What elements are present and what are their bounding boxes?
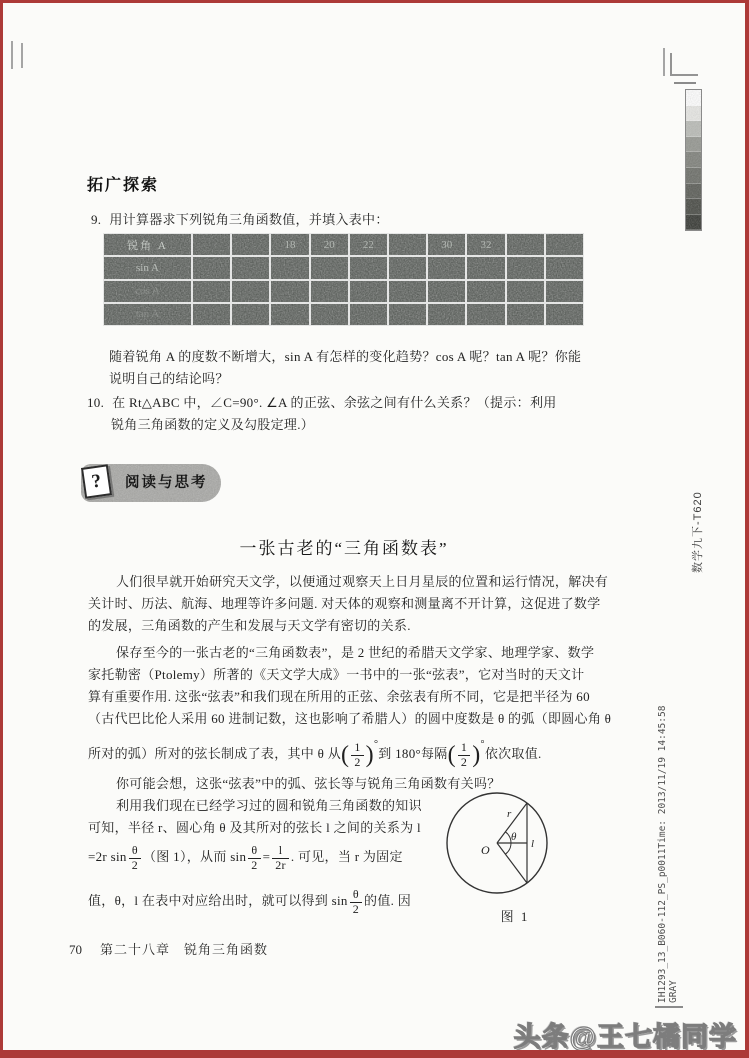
fraction-theta-over-2: $\frac{\theta}{2}$ bbox=[248, 844, 260, 871]
label-center-O: O bbox=[481, 843, 490, 857]
question-10-line: 锐角三角函数的定义及勾股定理.） bbox=[111, 417, 315, 432]
paragraph-line-with-fractions bbox=[88, 727, 542, 769]
table-cell bbox=[349, 280, 388, 303]
text-part: 到 180°每隔 bbox=[378, 746, 448, 761]
degree-sign: ° bbox=[480, 739, 485, 750]
table-cell bbox=[310, 280, 349, 303]
text-part: = bbox=[262, 849, 271, 864]
registration-mark-left-2 bbox=[21, 43, 23, 68]
paragraph-line: 保存至今的一张古老的“三角函数表”，是 2 世纪的希腊天文学家、地理学家、数学 bbox=[116, 645, 595, 660]
table-cell bbox=[231, 303, 270, 326]
section-heading: 拓广探索 bbox=[87, 177, 160, 194]
paragraph-line: 可知，半径 r、圆心角 θ 及其所对的弦长 l 之间的关系为 l bbox=[88, 820, 421, 835]
paragraph-line-with-fractions bbox=[88, 839, 403, 875]
question-9-prompt bbox=[91, 209, 389, 231]
margin-print-code bbox=[657, 631, 679, 1003]
table-header-cell bbox=[506, 233, 545, 256]
label-radius-r: r bbox=[507, 808, 512, 820]
question-book-icon: ? bbox=[81, 464, 112, 498]
text-part: 的值. 因 bbox=[364, 893, 412, 908]
paragraph-line: 你可能会想，这张“弦表”中的弧、弦长等与锐角三角函数有关吗？ bbox=[116, 776, 501, 791]
calibration-strip bbox=[685, 89, 702, 231]
table-cell bbox=[427, 280, 466, 303]
text-part: 值，θ，l 在表中对应给出时，就可以得到 sin bbox=[88, 893, 348, 908]
table-header-cell bbox=[231, 233, 270, 256]
table-cell bbox=[388, 303, 427, 326]
table-cell bbox=[231, 256, 270, 279]
table-cell bbox=[270, 280, 309, 303]
table-row-label: cos A bbox=[103, 280, 192, 303]
noise-rect bbox=[686, 90, 702, 231]
table-header-cell bbox=[388, 233, 427, 256]
table-cell bbox=[506, 256, 545, 279]
table-cell bbox=[545, 303, 584, 326]
trig-values-table bbox=[103, 233, 584, 326]
article-title: 一张古老的“三角函数表” bbox=[239, 539, 449, 558]
paragraph-line: （古代巴比伦人采用 60 进制记数，这也影响了希腊人）的圆中度数是 θ 的弧（即圆心角 θ bbox=[88, 711, 612, 726]
table-grid bbox=[103, 233, 584, 326]
question-text: 用计算器求下列锐角三角函数值，并填入表中： bbox=[109, 212, 389, 227]
figure-caption: 图 1 bbox=[500, 909, 530, 924]
paragraph-line: 的发展，三角函数的产生和发展与天文学有密切的关系. bbox=[88, 618, 411, 633]
text-part: 所对的弧）所对的弦长制成了表，其中 θ 从 bbox=[88, 746, 342, 761]
table-cell bbox=[506, 280, 545, 303]
table-cell bbox=[270, 256, 309, 279]
chapter-title: 第二十八章 锐角三角函数 bbox=[100, 942, 269, 957]
figure-circle-diagram bbox=[435, 783, 595, 908]
table-cell bbox=[270, 303, 309, 326]
table-cell bbox=[466, 303, 505, 326]
table-cell bbox=[310, 303, 349, 326]
margin-book-code: 数学九下-T620 bbox=[692, 491, 704, 573]
question-9-followup-line: 随着锐角 A 的度数不断增大，sin A 有怎样的变化趋势？cos A 呢？tan A 呢？你能 bbox=[109, 349, 582, 364]
page-footer bbox=[69, 939, 268, 958]
table-cell bbox=[427, 303, 466, 326]
text-part: 依次取值. bbox=[484, 746, 542, 761]
fraction-theta-over-2: $\frac{\theta}{2}$ bbox=[350, 888, 362, 915]
table-header-cell bbox=[192, 233, 231, 256]
table-header-cell: 18 bbox=[270, 233, 309, 256]
table-header-cell: 32 bbox=[466, 233, 505, 256]
right-paren: ) bbox=[472, 742, 481, 769]
right-paren: ) bbox=[365, 742, 374, 769]
table-cell bbox=[466, 280, 505, 303]
fraction-one-half: $\frac{1}{2}$ bbox=[351, 741, 363, 768]
question-10-line bbox=[87, 392, 557, 414]
table-cell bbox=[388, 280, 427, 303]
table-cell bbox=[388, 256, 427, 279]
print-color-mode: GRAY bbox=[668, 980, 679, 1003]
table-corner-cell: 锐角 A bbox=[103, 233, 192, 256]
question-9-followup-line: 说明自己的结论吗？ bbox=[109, 371, 229, 386]
fraction-theta-over-2: $\frac{\theta}{2}$ bbox=[129, 844, 141, 871]
table-cell bbox=[427, 256, 466, 279]
badge-label: 阅读与思考 bbox=[125, 475, 208, 491]
text-part: =2r sin bbox=[88, 849, 127, 864]
registration-mark-left-1 bbox=[11, 41, 13, 69]
bottom-dash-mark bbox=[655, 1006, 683, 1008]
watermark-text: 头条@王七橘同学 bbox=[513, 1022, 737, 1052]
table-cell bbox=[349, 303, 388, 326]
table-cell bbox=[192, 303, 231, 326]
paragraph-line: 人们很早就开始研究天文学，以便通过观察天上日月星辰的位置和运行情况，解决有 bbox=[116, 574, 609, 589]
text-part: （图 1），从而 sin bbox=[143, 849, 247, 864]
table-header-cell: 20 bbox=[310, 233, 349, 256]
table-header-cell: 30 bbox=[427, 233, 466, 256]
paragraph-line: 算有重要作用. 这张“弦表”和我们现在所用的正弦、余弦表有所不同，它是把半径为 60 bbox=[88, 689, 590, 704]
degree-sign: ° bbox=[373, 739, 379, 750]
fraction-l-over-2r: $\frac{l}{2r}$ bbox=[272, 844, 289, 871]
label-angle-theta: θ bbox=[511, 831, 517, 843]
corner-l-mark bbox=[670, 53, 698, 76]
text-part: . 可见，当 r 为固定 bbox=[290, 849, 403, 864]
table-cell bbox=[310, 256, 349, 279]
table-cell bbox=[545, 256, 584, 279]
corner-dash-mark bbox=[674, 82, 696, 84]
table-cell bbox=[192, 280, 231, 303]
registration-mark-right bbox=[663, 48, 665, 76]
table-cell bbox=[349, 256, 388, 279]
question-text: 在 Rt△ABC 中，∠C=90°. ∠A 的正弦、余弦之间有什么关系？（提示：利用 bbox=[112, 395, 557, 410]
paragraph-line: 关计时、历法、航海、地理等许多问题. 对天体的观察和测量离不开计算，这促进了数学 bbox=[88, 596, 601, 611]
question-number: 9. bbox=[91, 212, 102, 227]
paragraph-line: 利用我们现在已经学习过的圆和锐角三角函数的知识 bbox=[116, 798, 422, 813]
page-number: 70 bbox=[69, 942, 82, 957]
left-paren: ( bbox=[341, 742, 350, 769]
table-cell bbox=[506, 303, 545, 326]
question-number: 10. bbox=[87, 395, 105, 410]
paragraph-line: 家托勒密（Ptolemy）所著的《天文学大成》一书中的一张“弦表”，它对当时的天文计 bbox=[88, 667, 585, 682]
table-cell bbox=[466, 256, 505, 279]
table-row-label: sin A bbox=[103, 256, 192, 279]
calibration-noise bbox=[686, 90, 702, 231]
table-header-cell bbox=[545, 233, 584, 256]
table-cell bbox=[545, 280, 584, 303]
label-chord-l: l bbox=[531, 838, 535, 850]
table-cell bbox=[231, 280, 270, 303]
paragraph-line-with-fractions bbox=[88, 883, 411, 919]
radius-lower bbox=[497, 843, 527, 883]
left-paren: ( bbox=[447, 742, 456, 769]
table-cell bbox=[192, 256, 231, 279]
table-row-label: tan A bbox=[103, 303, 192, 326]
table-header-cell: 22 bbox=[349, 233, 388, 256]
print-code-line: IH1293_13_B060-112_PS_p0011Time: 2013/11/19 14:45:58 bbox=[657, 705, 668, 1003]
fraction-one-half: $\frac{1}{2}$ bbox=[458, 741, 470, 768]
